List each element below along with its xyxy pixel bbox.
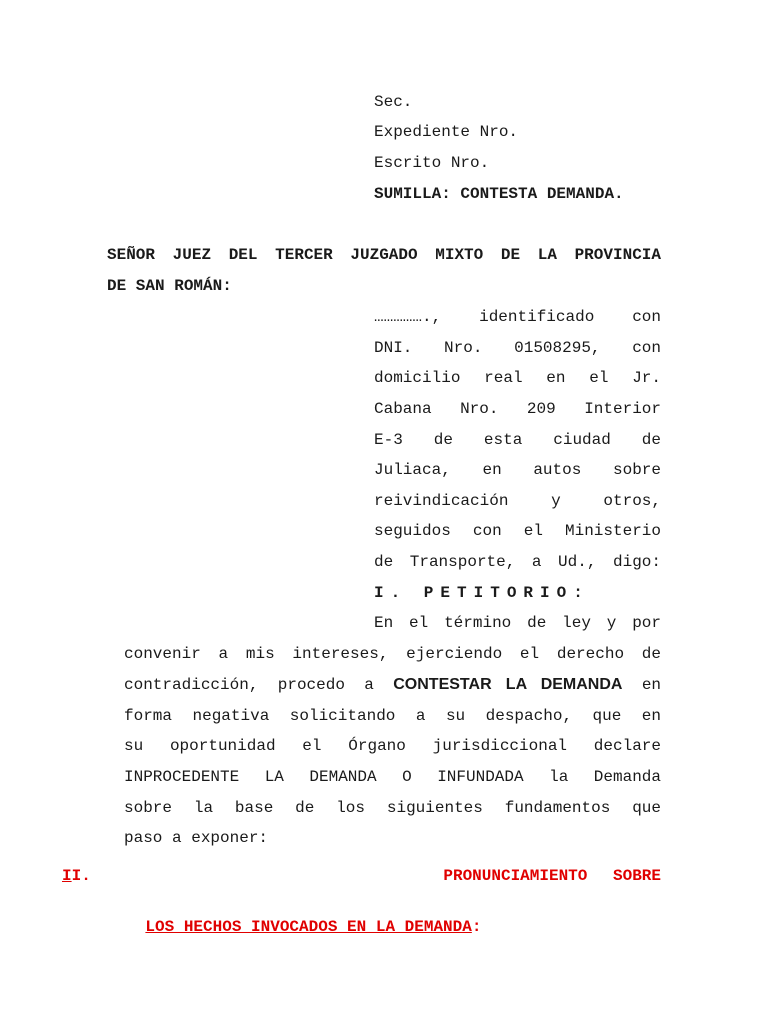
addressee-line-2: DE SAN ROMÁN: [107, 277, 232, 295]
identification-line: Juliaca, en autos sobre [374, 461, 661, 479]
section-2-title-part2: LOS HECHOS INVOCADOS EN LA DEMANDA [145, 918, 472, 936]
identification-line: E-3 de esta ciudad de [374, 431, 661, 449]
petitorio-line: paso a exponer: [124, 829, 269, 847]
escrito-label: Escrito Nro. [374, 154, 490, 172]
identification-line: ……………., identificado con [374, 308, 661, 326]
addressee-line-1: SEÑOR JUEZ DEL TERCER JUZGADO MIXTO DE LA PROVINCIA [107, 246, 661, 264]
identification-line: DNI. Nro. 01508295, con [374, 339, 661, 357]
petitorio-text: en [641, 676, 662, 694]
identification-line: de Transporte, a Ud., digo: [374, 553, 661, 571]
petitorio-line: En el término de ley y por [374, 614, 661, 632]
petitorio-line-3 [124, 675, 661, 695]
expediente-label: Expediente Nro. [374, 123, 519, 141]
section-2-colon: : [471, 918, 482, 936]
section-2-title-line-2 [107, 897, 481, 957]
identification-line: Cabana Nro. 209 Interior [374, 400, 661, 418]
petitorio-line: su oportunidad el Órgano jurisdiccional declare [124, 737, 661, 755]
sec-label: Sec. [374, 93, 413, 111]
petitorio-line: INPROCEDENTE LA DEMANDA O INFUNDADA la Demanda [124, 768, 661, 786]
section-2-title-part1: PRONUNCIAMIENTO SOBRE [443, 867, 661, 885]
petitorio-line: sobre la base de los siguientes fundamentos que [124, 799, 661, 817]
section-2-number: II. [62, 867, 91, 885]
identification-line: domicilio real en el Jr. [374, 369, 661, 387]
contestar-demanda-emphasis: CONTESTAR LA DEMANDA [393, 676, 623, 693]
petitorio-line: convenir a mis intereses, ejerciendo el derecho de [124, 645, 661, 663]
sumilla-label: SUMILLA: CONTESTA DEMANDA. [374, 185, 624, 203]
section-1-title: I. PETITORIO: [374, 584, 590, 602]
petitorio-line: forma negativa solicitando a su despacho, que en [124, 707, 661, 725]
section-2-heading [62, 866, 661, 888]
identification-line: seguidos con el Ministerio [374, 522, 661, 540]
identification-line: reivindicación y otros, [374, 492, 661, 510]
petitorio-text: contradicción, procedo a [124, 676, 374, 694]
